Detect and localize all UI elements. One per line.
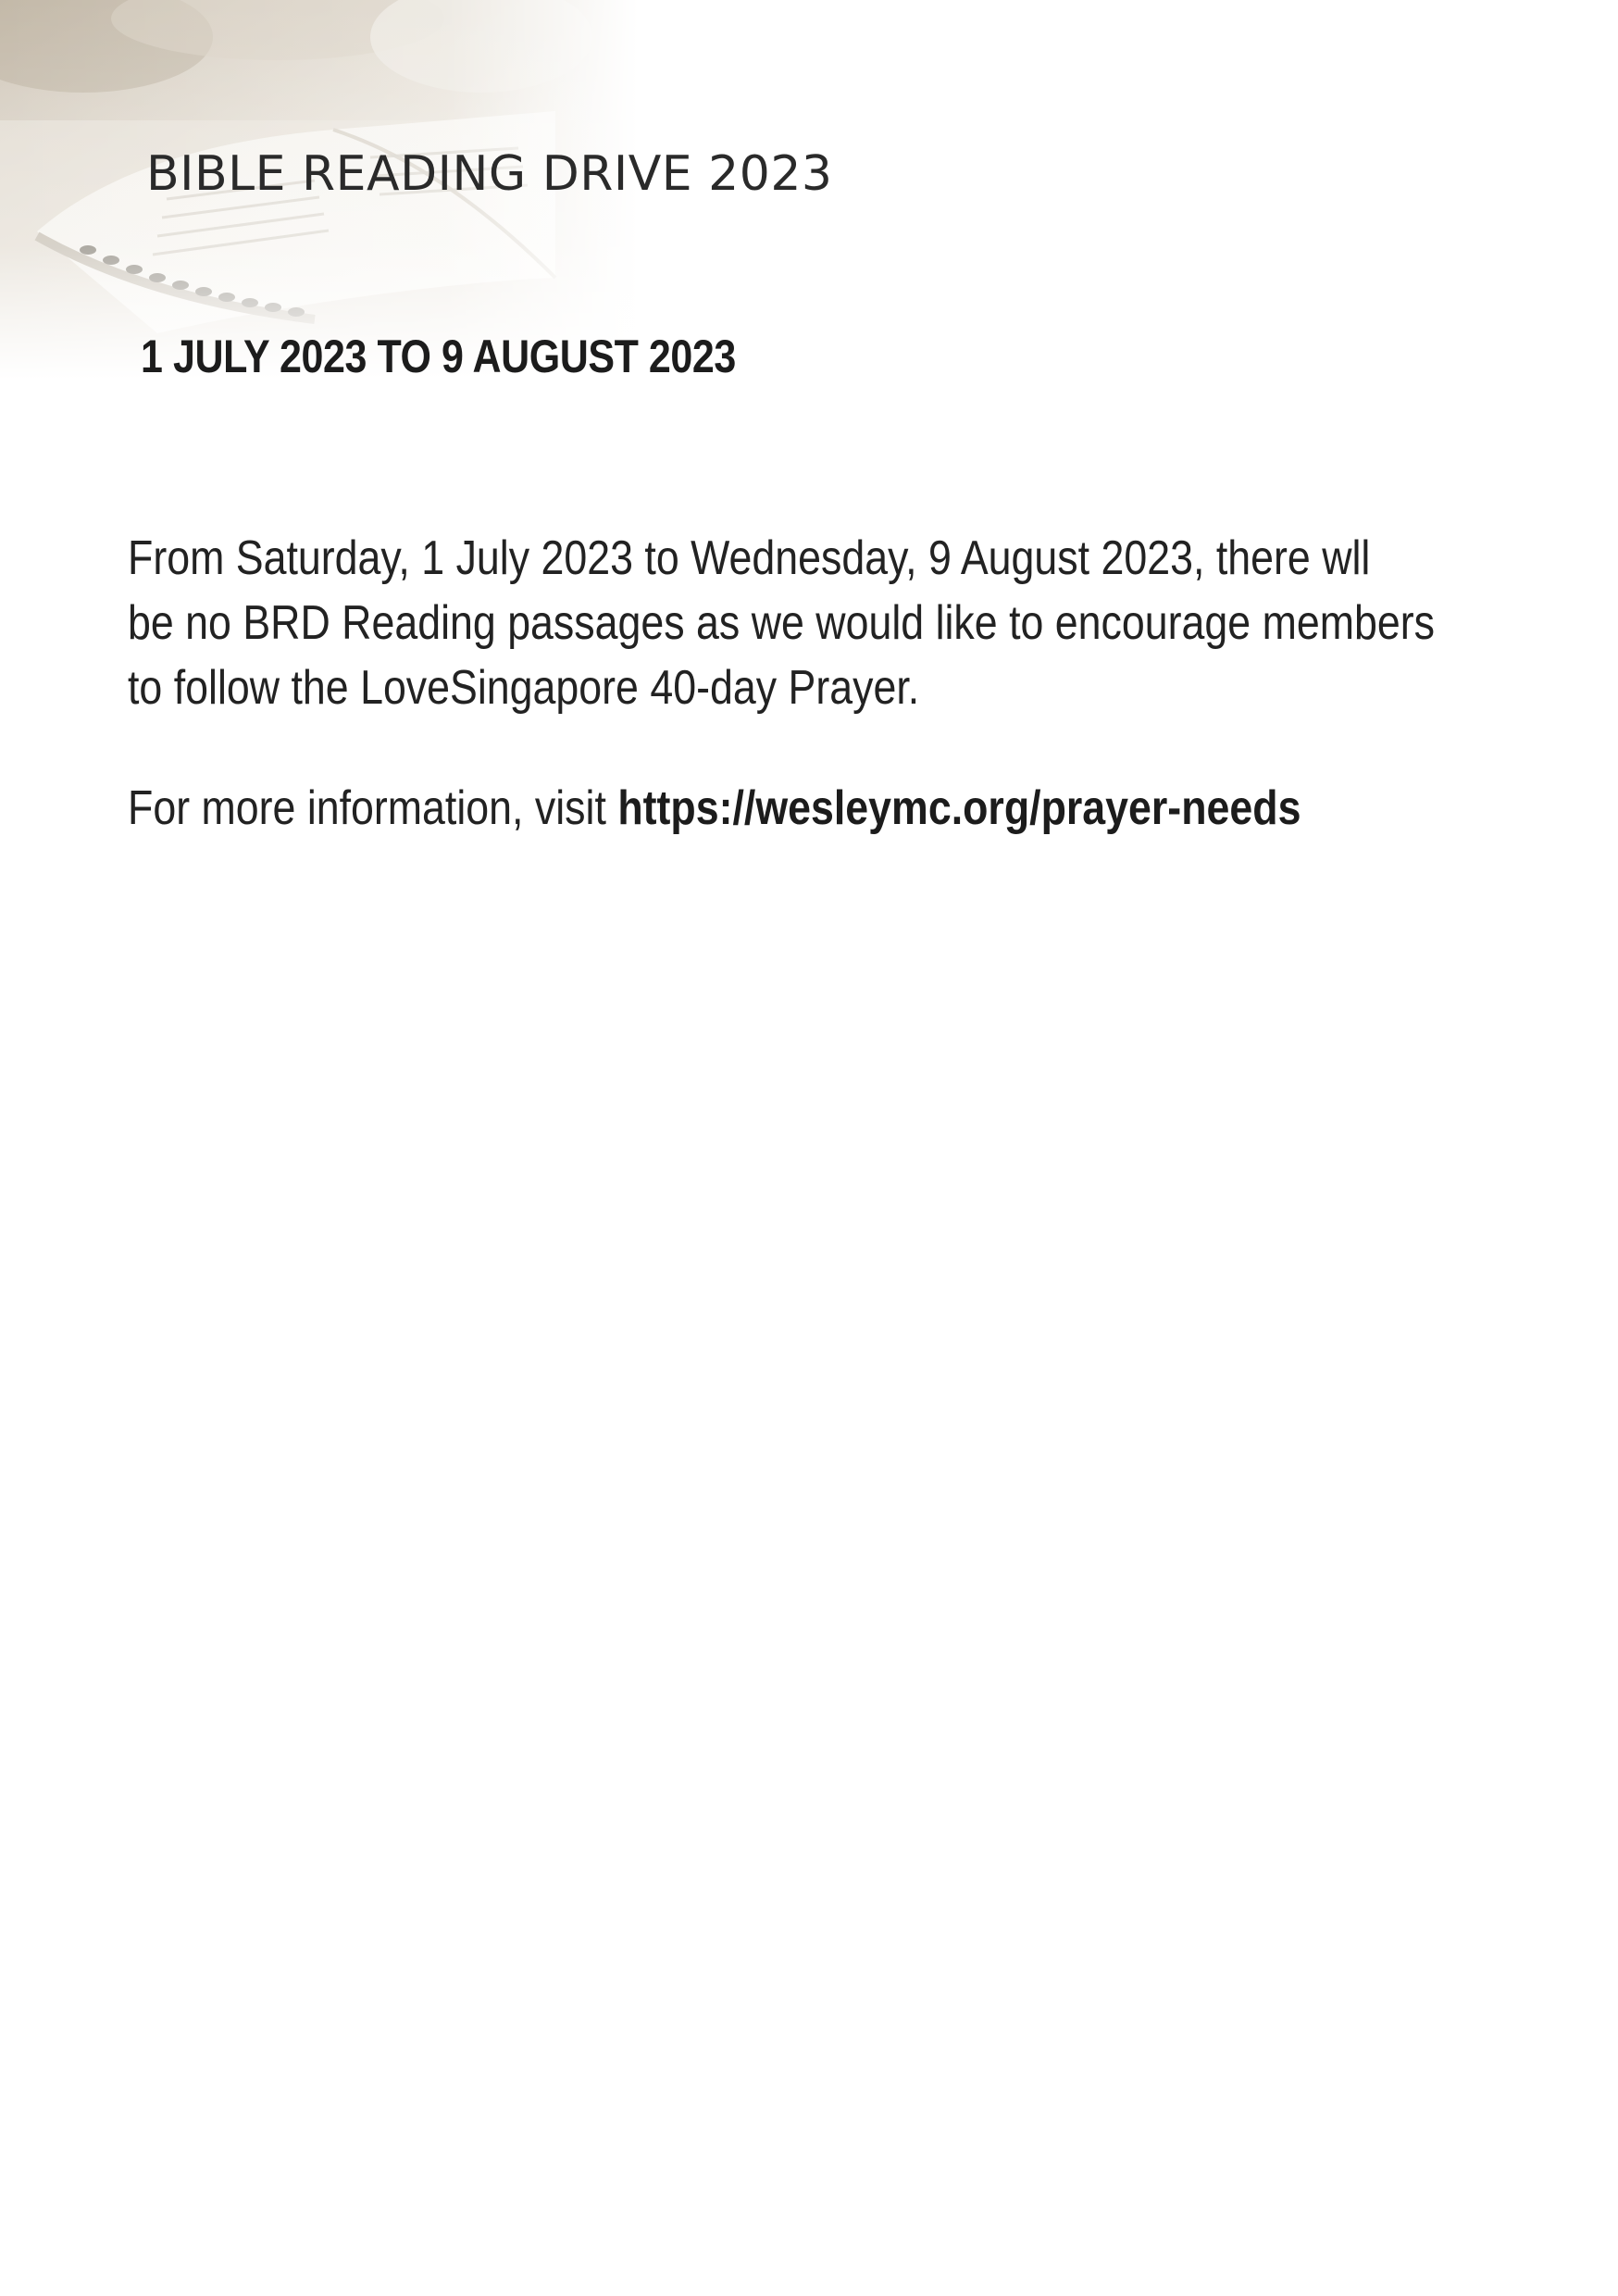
more-info-line xyxy=(128,776,1301,841)
paragraph-line: to follow the LoveSingapore 40-day Prayer. xyxy=(128,661,920,715)
more-info-prefix: For more information, visit xyxy=(128,781,618,835)
prayer-needs-link[interactable]: https://wesleymc.org/prayer-needs xyxy=(617,781,1301,835)
date-range-heading: 1 JULY 2023 TO 9 AUGUST 2023 xyxy=(141,331,736,382)
paragraph-line: be no BRD Reading passages as we would like to encourage members xyxy=(128,596,1435,650)
announcement-paragraph xyxy=(128,526,1481,720)
paragraph-line: From Saturday, 1 July 2023 to Wednesday, 9 August 2023, there wll xyxy=(128,531,1371,585)
page-title: BIBLE READING DRIVE 2023 xyxy=(146,146,833,202)
